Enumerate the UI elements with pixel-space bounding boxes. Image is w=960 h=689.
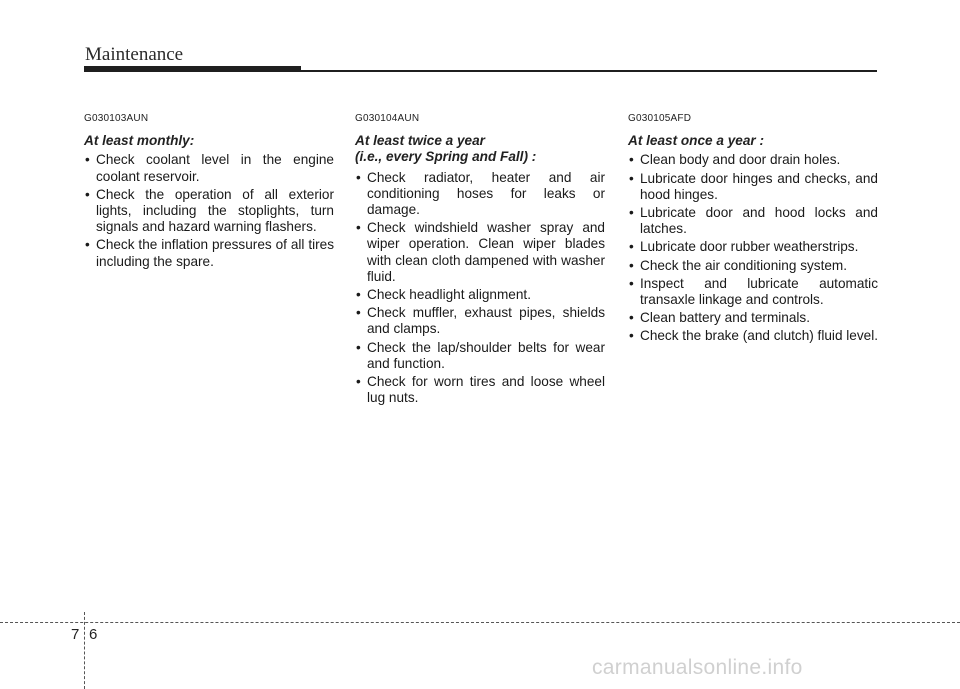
list-item: • Check for worn tires and loose wheel lug nuts. [355, 374, 605, 406]
section-code: G030104AUN [355, 113, 420, 124]
page-title: Maintenance [85, 44, 184, 65]
column-twice-yearly [355, 111, 605, 408]
section-heading: At least monthly: [84, 133, 195, 149]
section-code: G030105AFD [628, 113, 692, 124]
list-item: • Check muffler, exhaust pipes, shields and clamps. [355, 305, 605, 337]
list-item: • Clean battery and terminals. [628, 310, 878, 326]
list-item: • Clean body and door drain holes. [628, 152, 878, 168]
list-item: • Check the inflation pressures of all tires including the spare. [84, 237, 334, 269]
column-monthly [84, 111, 334, 272]
header-rule-thin [301, 70, 877, 72]
list-item: • Inspect and lubricate automatic transaxle linkage and controls. [628, 276, 878, 308]
list-item: • Lubricate door hinges and checks, and hood hinges. [628, 171, 878, 203]
footer-divider [0, 622, 960, 623]
list-item: • Check the brake (and clutch) fluid level. [628, 328, 878, 344]
chapter-number: 7 [71, 626, 80, 643]
checklist [355, 170, 605, 407]
checklist [84, 152, 334, 269]
list-item: • Check the lap/shoulder belts for wear and function. [355, 340, 605, 372]
section-heading-line2: (i.e., every Spring and Fall) : [355, 149, 537, 165]
list-item: • Lubricate door and hood locks and latches. [628, 205, 878, 237]
checklist [628, 152, 878, 344]
section-heading-line1: At least twice a year [355, 133, 485, 149]
list-item: • Lubricate door rubber weatherstrips. [628, 239, 878, 255]
list-item: • Check radiator, heater and air conditioning hoses for leaks or damage. [355, 170, 605, 219]
column-yearly [628, 111, 878, 347]
list-item: • Check the air conditioning system. [628, 258, 878, 274]
header-rule-thick [84, 66, 301, 72]
page-number: 6 [89, 626, 98, 643]
list-item: • Check headlight alignment. [355, 287, 605, 303]
list-item: • Check the operation of all exterior lights, including the stoplights, turn signals and hazard warning flashers. [84, 187, 334, 236]
section-heading: At least once a year : [628, 133, 764, 149]
list-item: • Check windshield washer spray and wiper operation. Clean wiper blades with clean cloth dampened with washer fluid. [355, 220, 605, 285]
footer-vertical-divider [84, 612, 85, 689]
section-code: G030103AUN [84, 113, 149, 124]
watermark: carmanualsonline.info [592, 656, 803, 679]
list-item: • Check coolant level in the engine coolant reservoir. [84, 152, 334, 184]
section-heading [355, 133, 605, 165]
